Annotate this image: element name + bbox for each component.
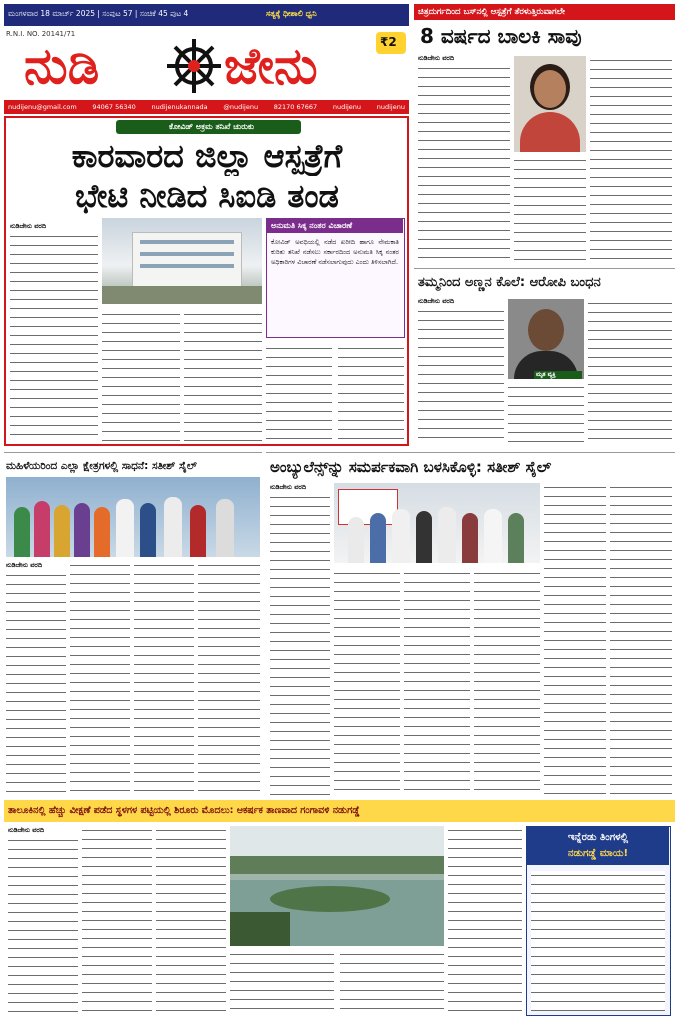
girl-headline: 8 ವರ್ಷದ ಬಾಲಕಿ ಸಾವು	[420, 24, 582, 48]
lead-kicker: ಕೋವಿಡ್ ಅಕ್ರಮ ತನಿಖೆ ಚುರುಕು	[168, 122, 255, 131]
youtube-contact: nudijenu	[332, 103, 362, 111]
sub-story-heading: ಅನುಮತಿ ಸಿಕ್ಕ ನಂತರ ವಿಚಾರಣೆ	[271, 221, 353, 230]
water-byline: ನುಡಿಜೇನು ವರದಿ	[8, 826, 45, 834]
women-headline: ಮಹಿಳೆಯರಿಂದ ಎಲ್ಲಾ ಕ್ಷೇತ್ರಗಳಲ್ಲಿ ಸಾಧನೆ: ಸತೀಶ್ ಸೈಲ್	[6, 460, 197, 472]
phone-contact: 94067 56340	[92, 103, 136, 111]
water-headline: ತಾಲೂಕಿನಲ್ಲಿ ಹೆಚ್ಚು ವೀಕ್ಷಣೆ ಪಡೆದ ಸ್ಥಳಗಳ ಪಟ್ಟಿಯಲ್ಲಿ ಶಿರೂರು ಮೊದಲು: ಆಕರ್ಷಕ ತಾಣವಾದ ಗಂಗಾವಳಿ ನಡುಗಡ್ಡೆ	[8, 805, 360, 816]
island-sidebar	[526, 826, 671, 1016]
ambulance-column-2	[334, 569, 400, 795]
brother-photo-caption: ಮೃತ ವ್ಯಕ್ತಿ	[534, 371, 582, 379]
sub-story-box	[266, 218, 405, 338]
women-column-4	[198, 561, 260, 795]
brother-headline: ತಮ್ಮನಿಂದ ಅಣ್ಣನ ಕೊಲೆ: ಆರೋಪಿ ಬಂಧನ	[418, 275, 601, 290]
island-sidebar-title-1: ಇನ್ನೆರಡು ತಿಂಗಳಲ್ಲಿ	[567, 832, 629, 843]
email-contact: nudijenu@gmail.com	[8, 103, 77, 111]
lead-column-3	[184, 310, 262, 442]
island-sidebar-title-2: ನಡುಗಡ್ಡೆ ಮಾಯ!	[567, 848, 629, 859]
lead-column-1	[10, 232, 98, 442]
girl-column-2	[514, 156, 586, 262]
women-column-1	[6, 571, 66, 795]
women-column-3	[134, 561, 194, 795]
girl-byline: ನುಡಿಜೇನು ವರದಿ	[418, 54, 455, 62]
brother-column-1	[418, 307, 504, 443]
river-island-photo	[230, 826, 444, 946]
ambulance-column-1	[270, 493, 330, 795]
brother-column-2	[508, 383, 584, 443]
ambulance-story	[266, 452, 675, 798]
women-byline: ನುಡಿಜೇನು ವರದಿ	[6, 561, 43, 569]
instagram-contact: nudijenu	[376, 103, 405, 111]
lead-column-2	[102, 310, 180, 442]
women-column-2	[70, 561, 130, 795]
girl-headline-top: ಚಿತ್ರದುರ್ಗದಿಂದ ಬಸ್‌ನಲ್ಲಿ ಆಸ್ಪತ್ರೆಗೆ ತೆರಳುತ್ತಿರುವಾಗಲೇ	[414, 4, 675, 20]
brother-byline: ನುಡಿಜೇನು ವರದಿ	[418, 297, 455, 305]
water-column-5	[340, 950, 444, 1016]
sub-story-text: ಕೋವಿಡ್ ಅವಧಿಯಲ್ಲಿ ನಡೆದ ಖರೀದಿ ಹಾಗೂ ನೇಮಕಾತಿ ಕುರಿತು ತನಿಖೆ ನಡೆಸಲು ಸರ್ಕಾರದಿಂದ ಅನುಮತಿ ಸಿಕ್ಕ ನಂತರ ಅಧಿಕಾರಿಗಳ ವಿಚಾರಣೆ ನಡೆಸಲಾಗುವುದು ಎಂದು ತಿಳಿಸಲಾಗಿದೆ.	[271, 238, 399, 267]
tagline: ಸತ್ಯಕ್ಕೆ ಧೀಶಾಲಿ ಧ್ವನಿ	[266, 9, 317, 18]
girl-column-1	[418, 64, 510, 262]
ambulance-headline: ಅಂಬ್ಯುಲೆನ್ಸ್‌ನ್ನು ಸಮರ್ಪಕವಾಗಿ ಬಳಸಿಕೊಳ್ಳಿ: ಸತೀಶ್ ಸೈಲ್	[270, 458, 552, 476]
lead-column-5	[338, 344, 404, 442]
water-story	[4, 800, 675, 1020]
whatsapp-contact: 82170 67667	[273, 103, 318, 111]
ambulance-column-4	[474, 569, 540, 795]
lead-byline: ನುಡಿಜೇನು ವರದಿ	[10, 222, 47, 230]
rni-number: R.N.I. NO. 20141/71	[6, 30, 76, 38]
girl-story	[414, 4, 675, 266]
masthead	[4, 4, 409, 112]
lead-column-4	[266, 344, 332, 442]
water-column-3	[156, 826, 226, 1016]
ship-wheel-icon	[164, 36, 224, 96]
brother-photo	[508, 299, 584, 379]
girl-photo	[514, 56, 586, 152]
lead-story	[4, 116, 409, 446]
logo-title-right: ಜೇನು	[224, 37, 318, 95]
price: ₹2	[380, 35, 397, 49]
girl-column-3	[590, 56, 672, 262]
twitter-contact: @nudijenu	[223, 103, 259, 111]
ambulance-column-6	[610, 483, 672, 795]
water-column-1	[8, 836, 78, 1016]
facebook-contact: nudijenukannada	[151, 103, 208, 111]
island-sidebar-text	[531, 871, 665, 1011]
ambulance-column-5	[544, 483, 606, 795]
brother-story	[414, 268, 675, 446]
logo-title-left: ನುಡಿ	[24, 37, 100, 95]
ambulance-column-3	[404, 569, 470, 795]
women-story	[4, 452, 262, 798]
women-event-photo	[6, 477, 260, 557]
ambulance-byline: ನುಡಿಜೇನು ವರದಿ	[270, 483, 307, 491]
water-column-2	[82, 826, 152, 1016]
lead-headline-1: ಕಾರವಾರದ ಜಿಲ್ಲಾ ಆಸ್ಪತ್ರೆಗೆ	[71, 137, 343, 175]
water-column-6	[448, 826, 522, 1016]
ambulance-event-photo	[334, 483, 540, 563]
dateline: ಮಂಗಳವಾರ 18 ಮಾರ್ಚ್ 2025 | ಸಂಪುಟ 57 | ಸಂಚಿಕೆ 45 ಪುಟ 4	[8, 9, 189, 18]
brother-column-3	[588, 299, 672, 443]
logo	[24, 34, 394, 98]
hospital-photo	[102, 218, 262, 304]
contact-bar	[4, 100, 409, 114]
water-column-4	[230, 950, 334, 1016]
lead-headline-2: ಭೇಟಿ ನೀಡಿದ ಸಿಐಡಿ ತಂಡ	[75, 177, 339, 215]
